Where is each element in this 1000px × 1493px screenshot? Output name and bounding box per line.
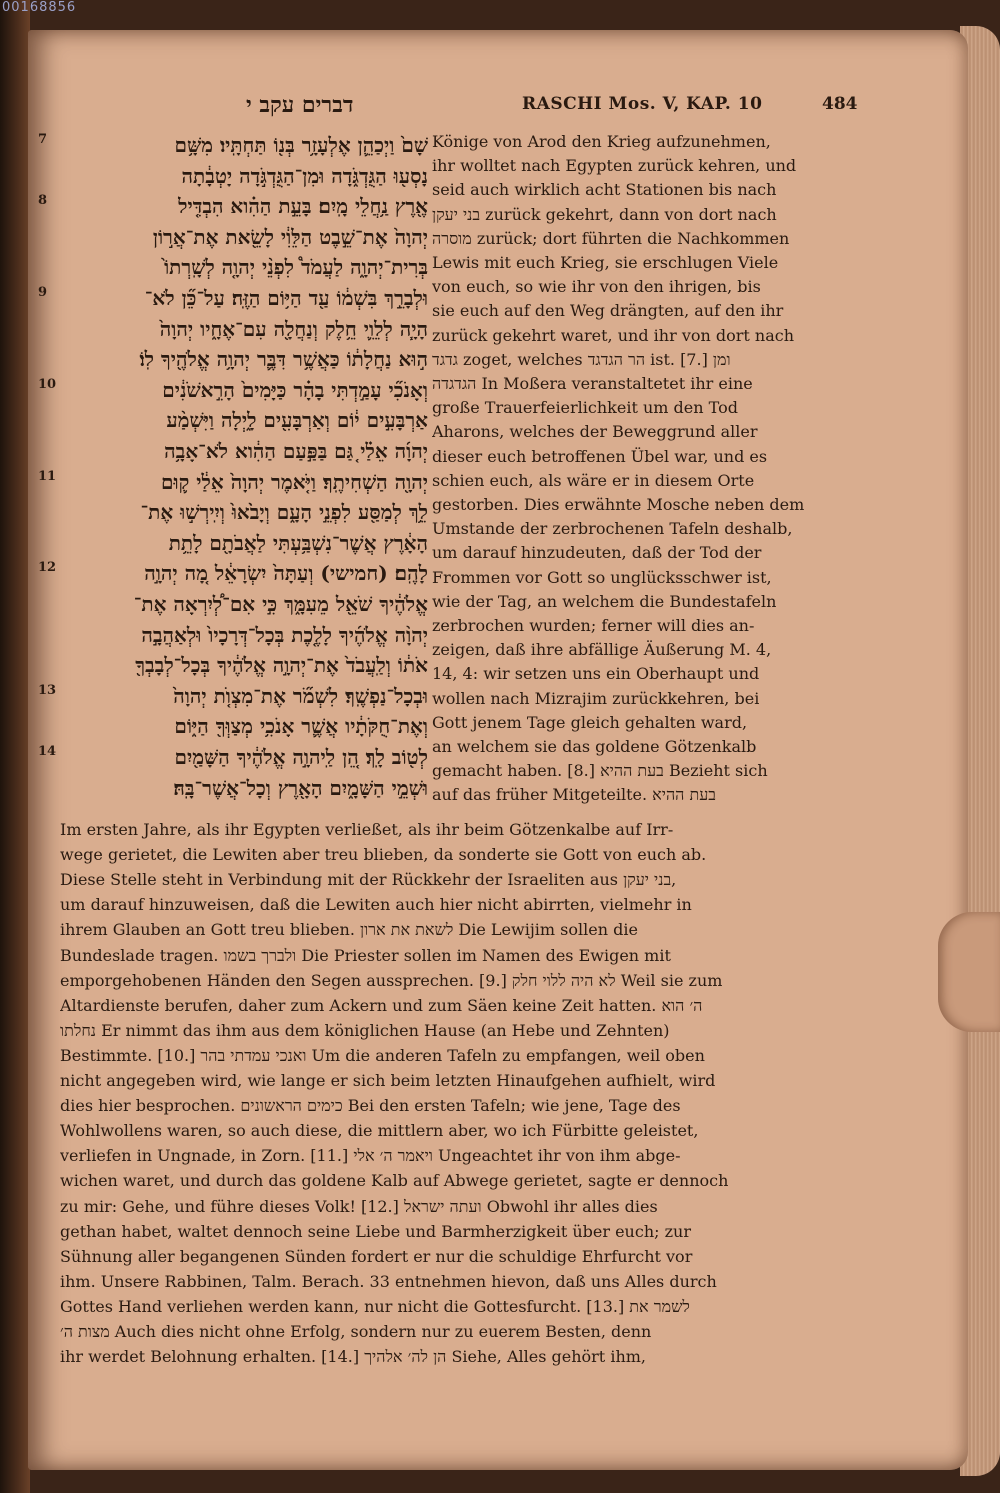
bleed-through-margin (32, 150, 57, 750)
verse-number: 13 (38, 682, 57, 698)
verse-number: 7 (38, 132, 48, 147)
commentary-line: Altardienste berufen, daher zum Ackern und zum Säen keine Zeit hatten. ה׳ הוא (60, 995, 703, 1015)
commentary-line: dies hier besprochen. כימים הראשונים Bei den ersten Tafeln; wie jene, Tage des (60, 1096, 681, 1116)
commentary-line: מצות ה׳ Auch dies nicht ohne Erfolg, sondern nur zu euerem Besten, denn (60, 1322, 652, 1341)
verse-number: 14 (38, 744, 57, 759)
hebrew-line: וּלְבָרֵ֣ךְ בִּשְׁמ֔וֹ עַ֖ד הַיּ֥וֹם הַזֶּֽה׃ עַל־כֵּ֞ן לֹא־ (144, 286, 428, 310)
hebrew-line: לֵ֥ךְ לְמַסַּ֖ע לִפְנֵ֣י הָעָ֑ם וְיָבֹ֙אוּ֙ וְיִֽירְשׁ֣וּ אֶת־ (140, 500, 428, 525)
hebrew-line: יְהוָ֖ה הַשְׁחִיתֶֽךָ׃ וַיֹּ֤אמֶר יְהוָה֙ אֵלַ֔י ק֛וּם (161, 469, 428, 494)
commentary-line: Sühnung aller begangenen Sünden fordert er nur die schuldige Ehrfurcht vor (60, 1246, 693, 1266)
commentary-line: ihr wolltet nach Egypten zurück kehren, und (432, 156, 797, 176)
commentary-line: 14, 4: wir setzen uns ein Oberhaupt und (432, 664, 760, 684)
commentary-line: Diese Stelle steht in Verbindung mit der Rückkehr der Israeliten aus בני יעקן, (60, 870, 677, 890)
commentary-line: nicht angegeben wird, wie lange er sich beim letzten Hinaufgehen aufhielt, wird (60, 1071, 716, 1090)
commentary-line: Gott jenem Tage gleich gehalten ward, (432, 712, 748, 732)
hebrew-text-block (38, 128, 428, 808)
hebrew-line: וּבְכָל־נַפְשֶֽׁךָ׃ לִשְׁמֹ֞ר אֶת־מִצְוֺ֤ת יְהוָה֙ (173, 683, 428, 708)
commentary-line: schien euch, als wäre er in diesem Orte (432, 470, 755, 490)
verse-number: 12 (38, 560, 57, 576)
commentary-line: ihr werdet Belohnung erhalten. [14.] הן לה׳ אלהיך Siehe, Alles gehört ihm, (60, 1347, 646, 1367)
commentary-line: wollen nach Mizrajim zurückkehren, bei (432, 688, 760, 708)
commentary-line: gemacht haben. [8.] בעת ההיא Bezieht sich (432, 761, 768, 781)
commentary-line: um darauf hinzuweisen, daß die Lewiten auch hier nicht abirrten, vielmehr in (60, 895, 692, 915)
verse-number: 11 (38, 468, 57, 484)
commentary-line: Umstande der zerbrochenen Tafeln deshalb, (432, 519, 793, 539)
hebrew-line: יְהוָ֨ה אֱלֹהֶ֜יךָ לָלֶ֤כֶת בְּכָל־דְּרָכָיו֙ וּלְאַהֲבָ֣ה (141, 622, 428, 647)
commentary-line: verliefen in Ungnade, in Zorn. [11.] ויאמר ה׳ אלי Ungeachtet ihr von ihm abge- (60, 1146, 681, 1166)
commentary-line: wichen waret, und durch das goldene Kalb auf Abwege gerietet, sagte er dennoch (60, 1171, 729, 1191)
commentary-line: um darauf hinzudeuten, daß der Tod der (432, 543, 762, 563)
hebrew-line: הָיָ֧ה לְלֵוִ֛י חֵ֥לֶק וְנַחֲלָ֖ה עִם־אֶחָ֑יו יְהוָה֙ (159, 316, 428, 341)
commentary-line: von euch, so wie ihr von den ihrigen, bis (432, 277, 761, 297)
commentary-line: seid auch wirklich acht Stationen bis nach (432, 180, 777, 200)
commentary-line: ihrem Glauben an Gott treu blieben. לשאת את ארון Die Lewijim sollen die (60, 920, 638, 940)
commentary-line: בני יעקן zurück gekehrt, dann von dort nach (432, 204, 777, 224)
commentary-line: zerbrochen wurden; ferner will dies an- (432, 616, 755, 635)
commentary-line: auf das früher Mitgeteilte. בעת ההיא (432, 785, 716, 805)
thumb-index-tab (938, 912, 1000, 1032)
book-spine-edge (0, 0, 30, 1493)
commentary-line: Bundeslade tragen. ולברך בשמו Die Priester sollen im Namen des Ewigen mit (60, 945, 671, 965)
commentary-line: große Trauerfeierlichkeit um den Tod (432, 398, 738, 418)
commentary-line: sie euch auf den Weg drängten, auf den ihr (432, 301, 784, 321)
hebrew-line: אֹת֔וֹ וְלַֽעֲבֹד֙ אֶת־יְהוָ֣ה אֱלֹהֶ֔יךָ בְּכָל־לְבָבְךָ֖ (135, 653, 428, 678)
commentary-line: gethan habet, waltet dennoch seine Liebe und Barmherzigkeit über euch; zur (60, 1221, 691, 1241)
hebrew-line: לָהֶֽם׃ (חמישי) וְעַתָּה֙ יִשְׂרָאֵ֔ל מָ֚ה יְהוָ֣ה (144, 561, 428, 586)
commentary-line: emporgehobenen Händen den Segen aussprechen. [9.] לא היה ללוי חלק Weil sie zum (60, 970, 723, 990)
commentary-line: גדגד zoget, welches הר הגדגד ist. [7.] ומן (432, 349, 731, 369)
commentary-line: an welchem sie das goldene Götzenkalb (432, 737, 757, 756)
verse-number: 8 (38, 193, 48, 209)
commentary-line: Bestimmte. [10.] ואנכי עמדתי בהר Um die anderen Tafeln zu empfangen, weil oben (60, 1045, 705, 1065)
commentary-line: Frommen vor Gott so unglücksschwer ist, (432, 567, 772, 587)
page-header (90, 92, 860, 120)
hebrew-line: הָאָ֔רֶץ אֲשֶׁר־נִשְׁבַּ֥עְתִּי לַאֲבֹתָ֖ם לָתֵ֥ת (168, 530, 428, 555)
hebrew-line: יְהוָה֙ אֶת־שֵׁ֣בֶט הַלֵּוִ֔י לָשֵׂ֖את אֶת־אֲר֣וֹן (152, 224, 428, 249)
hebrew-line: יְהוָ֜ה אֵלַ֗י גַּ֚ם בַּפַּ֣עַם הַהִ֔וא לֹא־אָבָ֥ה (164, 439, 428, 463)
hebrew-line: נָסְע֖וּ הַגֻּדְגֹּ֑דָה וּמִן־הַגֻּדְגֹּ֣דָה יָטְבָ֔תָה (181, 163, 428, 188)
commentary-line: Aharons, welches der Beweggrund aller (432, 422, 758, 442)
commentary-line: ihm. Unsere Rabbinen, Talm. Berach. 33 entnehmen hievon, daß uns Alles durch (60, 1271, 717, 1291)
hebrew-running-head: דברים עקב י (246, 92, 354, 118)
hebrew-line: אַרְבָּעִ֣ים י֔וֹם וְאַרְבָּעִ֖ים לָ֑יְלָה וַיִּשְׁמַ֨ע (166, 408, 428, 433)
hebrew-line: וְאֶת־חֻקֹּתָ֔יו אֲשֶׁ֛ר אָנֹכִ֥י מְצַוְּךָ֖ הַיּ֑וֹם (174, 714, 428, 739)
commentary-line: Im ersten Jahre, als ihr Egypten verließet, als ihr beim Götzenkalbe auf Irr- (60, 820, 674, 839)
commentary-line: מוסרה zurück; dort führten die Nachkommen (432, 228, 790, 248)
commentary-line: zeigen, daß ihre abfällige Äußerung M. 4, (432, 640, 772, 660)
scan-id-label: 00168856 (2, 0, 77, 15)
hebrew-line: וְאָנֹכִ֞י עָמַ֣דְתִּי בָהָ֗ר כַּיָּמִים֙ הָרִ֣אשֹׁנִ֔ים (162, 377, 428, 402)
commentary-line: gestorben. Dies erwähnte Mosche neben dem (432, 495, 805, 514)
hebrew-line: אֱלֹהֶ֔יךָ שֹׁאֵ֖ל מֵעִמָּ֑ךְ כִּ֣י אִם־לְ֠יִרְאָה אֶת־ (133, 592, 428, 616)
verse-number: 10 (38, 376, 57, 392)
commentary-line: dieser euch betroffenen Übel war, und es (432, 446, 768, 466)
commentary-line: zu mir: Gehe, und führe dieses Volk! [12.] ועתה ישראל Obwohl ihr alles dies (60, 1196, 658, 1216)
commentary-line: נחלתו Er nimmt das ihm aus dem königlichen Hause (an Hebe und Zehnten) (60, 1020, 670, 1040)
hebrew-line: ה֣וּא נַחֲלָת֔וֹ כַּאֲשֶׁ֥ר דִּבֶּ֛ר יְהוָ֥ה אֱלֹהֶ֖יךָ לֽוֹ׃ (139, 347, 428, 372)
commentary-line: Wohlwollens waren, so auch diese, die mittlern aber, wo ich Fürbitte geleistet, (60, 1121, 699, 1141)
hebrew-line: וּשְׁמֵ֣י הַשָּׁמָ֑יִם הָאָ֖רֶץ וְכָל־אֲשֶׁר־בָּֽהּ׃ (173, 775, 428, 800)
hebrew-line: אֶ֖רֶץ נַ֥חֲלֵי מָֽיִם׃ בָּעֵ֣ת הַהִ֗וא הִבְדִּ֤יל (178, 194, 428, 219)
commentary-line: Lewis mit euch Krieg, sie erschlugen Viele (432, 253, 779, 272)
commentary-line: Gottes Hand verliehen werden kann, nur nicht die Gottesfurcht. [13.] לשמר את (60, 1296, 690, 1316)
commentary-line: הגדגדה In Moßera veranstaltetet ihr eine (432, 374, 753, 393)
page-number: 484 (822, 94, 858, 114)
hebrew-line: שָׁם֙ וַיְכַהֵ֛ן אֶלְעָזָ֥ר בְּנ֖וֹ תַּחְתָּֽיו׃ מִשָּׁ֥ם (174, 133, 428, 157)
verse-number: 9 (38, 285, 48, 300)
commentary-line: zurück gekehrt waret, und ihr von dort nach (432, 325, 795, 345)
running-head: RASCHI Mos. V, KAP. 10 (522, 94, 763, 114)
hebrew-line: לְט֖וֹב לָֽךְ׃ הֵ֚ן לַֽיהוָ֣ה אֱלֹהֶ֔יךָ הַשָּׁמַ֖יִם (174, 745, 428, 769)
commentary-line: wie der Tag, an welchem die Bundestafeln (432, 591, 777, 611)
commentary-line: wege gerietet, die Lewiten aber treu blieben, da sonderte sie Gott von euch ab. (60, 845, 707, 865)
commentary-line: Könige von Arod den Krieg aufzunehmen, (432, 132, 771, 151)
hebrew-line: בְּרִית־יְהוָ֑ה לַעֲמֹד֩ לִפְנֵ֨י יְהוָ֤ה לְשָֽׁרְתוֹ֙ (164, 255, 428, 280)
